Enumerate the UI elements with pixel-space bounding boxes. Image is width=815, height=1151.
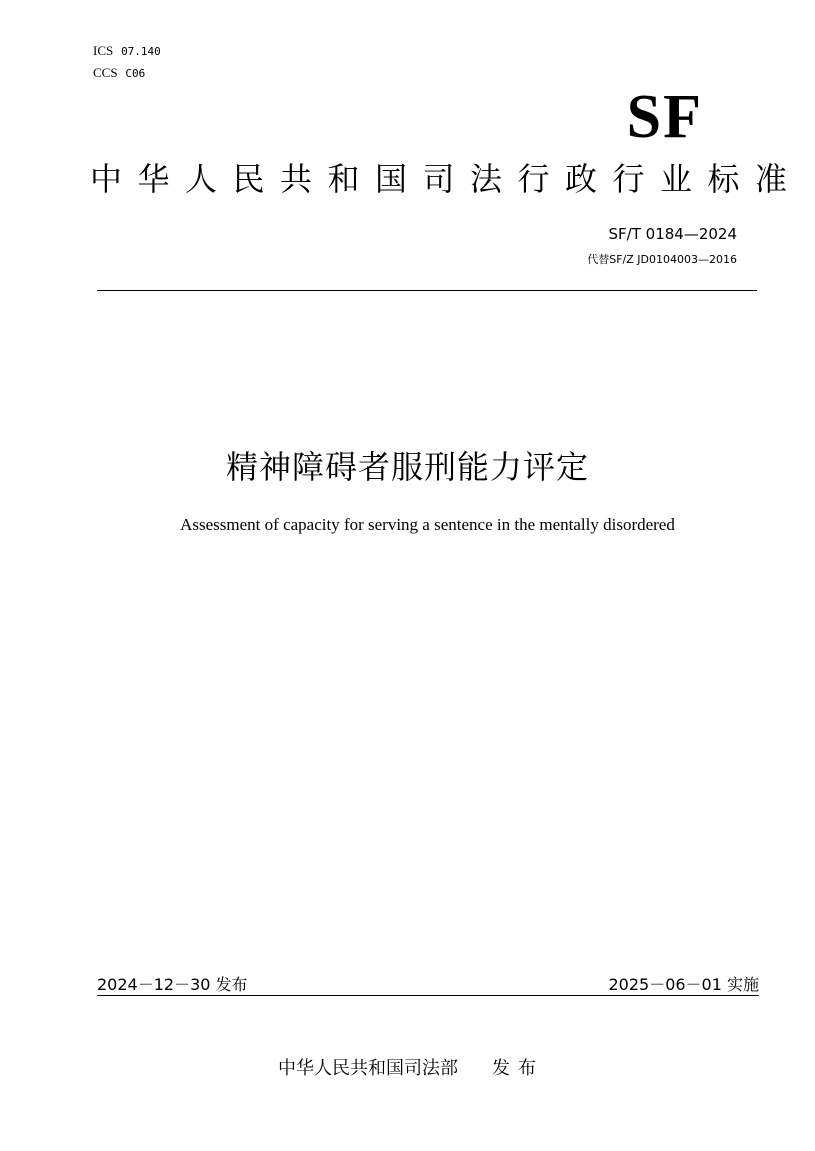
replaces-standard: 代替SF/Z JD0104003—2016 xyxy=(587,253,737,266)
issuer-line xyxy=(278,1054,544,1080)
classification-codes xyxy=(93,40,161,84)
top-divider xyxy=(97,290,757,291)
ics-label: ICS xyxy=(93,43,114,58)
ccs-label: CCS xyxy=(93,65,118,80)
document-title-chinese: 精神障碍者服刑能力评定 xyxy=(225,448,589,486)
effective-date: 2025－06－01 实施 xyxy=(608,975,759,994)
issue-word: 发布 xyxy=(492,1058,544,1079)
ics-value: 07.140 xyxy=(121,45,161,58)
sf-logo: SF xyxy=(626,83,703,151)
document-title-english: Assessment of capacity for serving a sentence in the mentally disordered xyxy=(180,515,675,534)
ccs-line xyxy=(93,62,161,84)
standard-number: SF/T 0184—2024 xyxy=(608,225,737,243)
issuer-name: 中华人民共和国司法部 xyxy=(278,1058,458,1079)
ics-line xyxy=(93,40,161,62)
bottom-divider xyxy=(97,995,759,996)
standard-category-title: 中华人民共和国司法行政行业标准 xyxy=(90,160,803,198)
publish-date: 2024－12－30 发布 xyxy=(97,975,248,994)
ccs-value: C06 xyxy=(125,67,146,80)
